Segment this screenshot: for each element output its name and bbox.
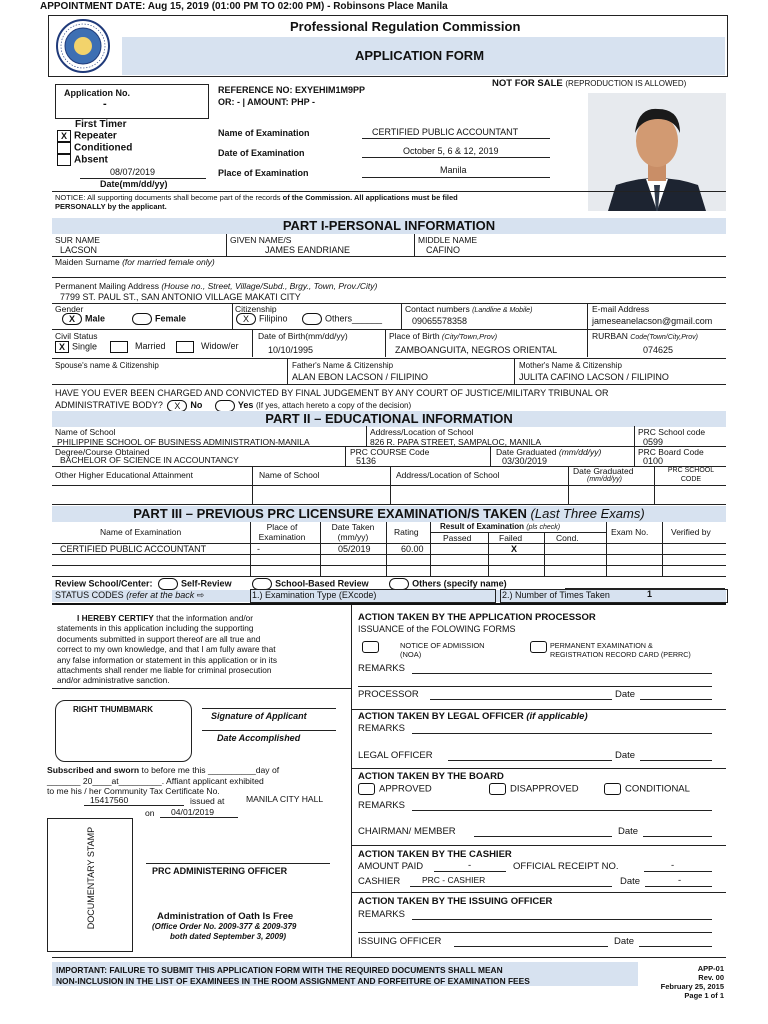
noa-label-1: NOTICE OF ADMISSION <box>400 641 485 650</box>
first-timer-option[interactable] <box>57 119 127 130</box>
issuing-remarks-label: REMARKS <box>358 909 405 920</box>
dob-value: 10/10/1995 <box>268 345 314 355</box>
important-line-2: NON-INCLUSION IN THE LIST OF EXAMINEES IN THE ROOM ASSIGNMENT AND FORFEITURE OF EXAMINATION FEES <box>56 975 530 986</box>
part1-title: PART I-PERSONAL INFORMATION <box>52 218 726 234</box>
appointment-date: APPOINTMENT DATE: Aug 15, 2019 (01:00 PM TO 02:00 PM) - Robinsons Place Manila <box>40 1 448 12</box>
exam-row-place: - <box>257 544 260 554</box>
absent-option[interactable] <box>57 154 108 166</box>
form-code-page: Page 1 of 1 <box>684 991 724 1000</box>
board-title: ACTION TAKEN BY THE BOARD <box>358 771 504 782</box>
exam-name-value: CERTIFIED PUBLIC ACCOUNTANT <box>372 127 519 137</box>
legal-date-label: Date <box>615 750 636 761</box>
amount-paid-value: - <box>468 860 472 871</box>
processor-label: PROCESSOR <box>358 689 419 700</box>
given-name-value: JAMES EANDRIANE <box>265 245 351 255</box>
thumbmark-label: RIGHT THUMBMARK <box>73 705 153 714</box>
sworn-line-3: to me his / her Community Tax Certificate No. <box>47 786 220 796</box>
self-review-label: Self-Review <box>181 578 232 589</box>
date-accomplished-label: Date Accomplished <box>217 733 301 743</box>
pob-note: (City/Town,Prov) <box>441 332 498 341</box>
col-date <box>322 522 384 542</box>
form-code-date: February 25, 2015 <box>660 982 724 991</box>
noa-option[interactable] <box>362 641 383 653</box>
noa-label <box>400 641 485 659</box>
repeater-checkbox[interactable]: X <box>57 130 71 142</box>
contact-value: 09065578358 <box>412 316 468 326</box>
exam-row-failed: X <box>511 544 518 554</box>
rurban-heading <box>592 331 698 341</box>
civil-status-label: Civil Status <box>55 331 98 341</box>
col-place-1: Place of <box>266 522 298 532</box>
single-checkbox[interactable]: X <box>55 341 69 353</box>
applicant-photo <box>588 93 726 211</box>
cashier-value: PRC - CASHIER <box>422 875 486 885</box>
pob-label: Place of Birth <box>389 331 442 341</box>
others-review-label: Others (specify name) <box>412 578 507 589</box>
dob-label: Date of Birth(mm/dd/yy) <box>258 331 348 341</box>
oath-note-1: (Office Order No. 2009-377 & 2009-379 <box>152 922 297 931</box>
civil-married-option[interactable] <box>110 341 166 353</box>
course-code-label: PRC COURSE Code <box>350 447 430 457</box>
processor-date-label: Date <box>615 689 636 700</box>
disapproved-checkbox[interactable] <box>489 783 506 795</box>
other-grad-note: (mm/dd/yy) <box>587 476 622 483</box>
cert-line-2: statements in this application including the supporting <box>57 623 254 634</box>
cert-line-7: and/or administrative sanction. <box>57 675 170 686</box>
col-rating: Rating <box>394 527 419 537</box>
sworn-line-1 <box>47 765 343 776</box>
self-review-radio[interactable] <box>158 578 178 590</box>
civil-widow-option[interactable] <box>176 341 239 353</box>
noa-checkbox[interactable] <box>362 641 379 653</box>
oath-note-2: both dated September 3, 2009) <box>170 932 287 941</box>
issuing-officer-label: ISSUING OFFICER <box>358 936 442 947</box>
address-label: Permanent Mailing Address <box>55 281 162 291</box>
female-label: Female <box>155 313 187 324</box>
others-radio[interactable] <box>302 313 322 325</box>
chairman-date-label: Date <box>618 826 639 837</box>
rurban-note: Code(Town/City,Prov) <box>630 334 698 341</box>
sworn-line-2: _______ 20____at_________. Affiant applicant exhibited <box>47 775 264 786</box>
part2-title: PART II – EDUCATIONAL INFORMATION <box>52 411 726 427</box>
issued-place: MANILA CITY HALL <box>246 794 324 804</box>
documentary-stamp-label: DOCUMENTARY STAMP <box>86 826 96 930</box>
times-box <box>500 589 728 603</box>
charged-question-line1: HAVE YOU EVER BEEN CHARGED AND CONVICTED BY FINAL JUDGEMENT BY ANY COURT OF JUSTICE/MILITARY TRIBUNAL OR <box>55 388 609 398</box>
times-taken-value: 1 <box>647 589 653 599</box>
receipt-label: OFFICIAL RECEIPT NO. <box>513 861 619 872</box>
grad-note: (mm/dd/yy) <box>558 447 602 457</box>
contact-label: Contact numbers <box>405 304 473 314</box>
course-code-value: 5136 <box>356 456 377 466</box>
part3-title-note: (Last Three Exams) <box>530 506 645 521</box>
mother-label: Mother's Name & Citizenship <box>519 361 622 370</box>
exam-history-table <box>52 522 726 577</box>
org-name: Professional Regulation Commission <box>290 19 521 34</box>
board-disapproved-option[interactable] <box>489 783 579 795</box>
cert-line-1 <box>57 613 339 623</box>
sworn-line-1-bold: Subscribed and sworn <box>47 765 140 775</box>
charged-no-label: No <box>190 400 203 410</box>
married-label: Married <box>135 341 166 352</box>
on-label: on <box>145 808 155 818</box>
male-label: Male <box>85 313 106 324</box>
col-cond: Cond. <box>556 533 579 543</box>
cashier-label: CASHIER <box>358 876 401 887</box>
surname-value: LACSON <box>60 245 98 255</box>
pob-value: ZAMBOANGUITA, NEGROS ORIENTAL <box>395 345 558 355</box>
ctc-number: 15417560 <box>90 795 129 805</box>
absent-checkbox[interactable] <box>57 154 71 166</box>
maiden-label: Maiden Surname <box>55 257 123 267</box>
approved-label: APPROVED <box>379 783 432 795</box>
citizenship-others-option[interactable] <box>302 313 382 325</box>
date-filed-label: Date(mm/dd/yy) <box>100 179 168 189</box>
noa-label-2: (NOA) <box>400 650 422 659</box>
cert-line-4: correct to my own knowledge, and that I am fully aware that <box>57 644 276 655</box>
mother-value: JULITA CAFINO LACSON / FILIPINO <box>519 372 669 382</box>
conditioned-option[interactable] <box>57 142 132 154</box>
status-arrow-icon: ⇨ <box>196 590 205 600</box>
rurban-value: 074625 <box>643 345 674 355</box>
grad-label: Date Graduated <box>496 447 559 457</box>
exam-place-label: Place of Examination <box>218 168 309 178</box>
certification <box>57 613 339 686</box>
issuing-date-label: Date <box>614 936 635 947</box>
reference-number: REFERENCE NO: EXYEHIM1M9PP <box>218 85 366 95</box>
perrc-label <box>550 641 691 659</box>
col-exam-no: Exam No. <box>611 527 649 537</box>
father-value: ALAN EBON LACSON / FILIPINO <box>292 372 429 382</box>
maiden-surname <box>55 257 215 267</box>
school-value: PHILIPPINE SCHOOL OF BUSINESS ADMINISTRATION-MANILA <box>57 437 310 447</box>
middle-name-value: CAFINO <box>426 245 461 255</box>
other-education-label: Other Higher Educational Attainment <box>55 470 193 480</box>
col-date-1: Date Taken <box>331 522 375 532</box>
email-value: jameseanelacson@gmail.com <box>592 316 713 326</box>
legal-officer-label: LEGAL OFFICER <box>358 750 433 761</box>
reproduction-note: (REPRODUCTION IS ALLOWED) <box>565 79 687 88</box>
address-heading <box>55 281 377 291</box>
female-radio[interactable] <box>132 313 152 325</box>
address-value: 7799 ST. PAUL ST., SAN ANTONIO VILLAGE MAKATI CITY <box>60 292 301 302</box>
exam-type-box <box>250 589 496 603</box>
status-codes-label: STATUS CODES <box>55 590 127 600</box>
citizenship-filipino-option[interactable] <box>236 313 288 325</box>
part3-title-text: PART III – PREVIOUS PRC LICENSURE EXAMINATION/S TAKEN <box>133 506 531 521</box>
gender-female-option[interactable] <box>132 313 186 325</box>
citizenship-label: Citizenship <box>235 304 277 314</box>
amount-paid-label: AMOUNT PAID <box>358 861 424 872</box>
rurban-label: RURBAN <box>592 331 631 341</box>
legal-title-text: ACTION TAKEN BY LEGAL OFFICER <box>358 711 527 722</box>
exam-date-value: October 5, 6 & 12, 2019 <box>403 146 499 156</box>
civil-single-option[interactable] <box>55 341 97 353</box>
maiden-note: (for married female only) <box>122 257 215 267</box>
application-number-value: - <box>103 98 107 110</box>
sworn-text <box>47 765 343 797</box>
exam-place-value: Manila <box>440 165 467 175</box>
col-date-2: (mm/yy) <box>337 532 369 542</box>
first-timer-label: First Timer <box>75 119 127 130</box>
board-approved-option[interactable] <box>358 783 432 795</box>
repeater-option[interactable] <box>57 130 117 142</box>
col-failed: Failed <box>499 533 523 543</box>
degree-value: BACHELOR OF SCIENCE IN ACCOUNTANCY <box>60 455 239 465</box>
important-line-1: IMPORTANT: FAILURE TO SUBMIT THIS APPLICATION FORM WITH THE REQUIRED DOCUMENTS SHALL MEAN <box>56 965 503 975</box>
cert-line-5: any false information or statement in this application or in its <box>57 654 277 665</box>
thick-divider <box>52 603 726 605</box>
issued-at-label: issued at <box>190 796 225 806</box>
col-verified: Verified by <box>671 527 711 537</box>
middle-name-label: MIDDLE NAME <box>418 235 478 245</box>
filipino-radio[interactable]: X <box>236 313 256 325</box>
father-label: Father's Name & Citizenship <box>292 361 394 370</box>
other-school-label: Name of School <box>259 470 320 480</box>
married-checkbox[interactable] <box>110 341 128 353</box>
cert-line-1-rest: that the information and/or <box>153 613 254 623</box>
notice-text-2: of the Commission. All applications must be filed <box>282 193 458 202</box>
spouse-label: Spouse's name & Citizenship <box>55 361 159 370</box>
signature-label: Signature of Applicant <box>211 711 307 721</box>
conditioned-label: Conditioned <box>74 142 133 154</box>
notice-text-1: NOTICE: All supporting documents shall become part of the records <box>55 193 283 202</box>
other-prc-code-label <box>660 466 722 484</box>
status-codes <box>55 590 204 601</box>
prc-school-code-label: PRC School code <box>638 427 706 437</box>
widow-label: Widow/er <box>201 341 239 352</box>
male-radio[interactable]: X <box>62 313 82 325</box>
not-for-sale <box>492 78 686 89</box>
processor-remarks-label: REMARKS <box>358 663 405 674</box>
cert-line-6: attachments shall render me liable for criminal prosecution <box>57 665 272 676</box>
legal-title <box>358 711 588 722</box>
charged-yes-note: (If yes, attach hereto a copy of the decision) <box>255 401 412 410</box>
receipt-value: - <box>671 860 675 871</box>
important-notice <box>56 965 530 986</box>
approved-checkbox[interactable] <box>358 783 375 795</box>
given-name-label: GIVEN NAME/S <box>230 235 292 245</box>
col-result <box>440 522 560 531</box>
email-label: E-mail Address <box>592 304 650 314</box>
charged-no-radio[interactable]: X <box>167 400 187 412</box>
conditional-checkbox[interactable] <box>604 783 621 795</box>
others-label: Others______ <box>325 313 383 324</box>
other-grad-label: Date Graduated <box>573 466 634 476</box>
col-result-text: Result of Examination <box>440 522 527 531</box>
oath-free: Administration of Oath Is Free <box>157 911 294 922</box>
notice-text-3: PERSONALLY by the applicant. <box>55 202 167 211</box>
absent-label: Absent <box>74 154 108 166</box>
perrc-checkbox[interactable] <box>530 641 547 653</box>
exam-type-code: 1.) Examination Type (EXcode) <box>252 590 377 600</box>
exam-row-date: 05/2019 <box>338 544 371 554</box>
administering-officer: PRC ADMINISTERING OFFICER <box>152 866 288 876</box>
pob-heading <box>389 331 497 341</box>
perrc-label-2: REGISTRATION RECORD CARD (PERRC) <box>550 650 691 659</box>
prc-seal <box>52 18 114 74</box>
other-prc-code-label-1: PRC SCHOOL <box>667 467 715 474</box>
cert-line-1-bold: I HEREBY CERTIFY <box>77 613 154 623</box>
repeater-label: Repeater <box>74 130 117 142</box>
form-code-rev: Rev. 00 <box>698 973 724 982</box>
charged-yes-label: Yes <box>237 400 254 410</box>
gender-label: Gender <box>55 304 84 314</box>
cashier-title: ACTION TAKEN BY THE CASHIER <box>358 849 512 860</box>
address-note: (House no., Street, Village/Subd., Brgy., Town, Prov./City) <box>161 281 378 291</box>
application-number-label: Application No. <box>64 88 130 98</box>
col-passed: Passed <box>443 533 472 543</box>
filipino-label: Filipino <box>259 313 288 324</box>
on-date: 04/01/2019 <box>171 807 215 817</box>
school-address-value: 826 R. PAPA STREET, SAMPALOC, MANILA <box>370 437 542 447</box>
exam-name-label: Name of Examination <box>218 128 310 138</box>
charged-question-line2-text: ADMINISTRATIVE BODY? <box>55 400 163 410</box>
part3-title <box>52 506 726 522</box>
widow-checkbox[interactable] <box>176 341 194 353</box>
issuance-label: ISSUANCE of the FOLOWING FORMS <box>358 624 516 634</box>
surname-label: SUR NAME <box>55 235 100 245</box>
form-code-id: APP-01 <box>697 964 724 973</box>
processor-title: ACTION TAKEN BY THE APPLICATION PROCESSOR <box>358 612 596 623</box>
col-place-2: Examination <box>258 532 306 542</box>
school-review-label: School-Based Review <box>275 578 369 589</box>
prc-school-code-value: 0599 <box>643 437 664 447</box>
exam-row-name: CERTIFIED PUBLIC ACCOUNTANT <box>60 544 207 554</box>
gender-male-option[interactable] <box>62 313 105 325</box>
date-filed-value: 08/07/2019 <box>110 167 156 177</box>
review-label: Review School/Center: <box>55 578 153 589</box>
perrc-option[interactable] <box>530 641 551 653</box>
school-label: Name of School <box>55 427 116 437</box>
conditional-label: CONDITIONAL <box>625 783 690 795</box>
board-code-label: PRC Board Code <box>638 447 704 457</box>
form-code <box>640 964 724 1000</box>
or-amount: OR: - | AMOUNT: PHP - <box>218 97 316 107</box>
legal-title-note: (if applicable) <box>526 711 588 722</box>
school-address-label: Address/Location of School <box>370 427 474 437</box>
exam-row-rating: 60.00 <box>401 544 424 554</box>
conditioned-checkbox[interactable] <box>57 142 71 154</box>
form-title: APPLICATION FORM <box>355 48 485 63</box>
grad-value: 03/30/2019 <box>502 456 548 466</box>
charged-question <box>55 387 725 412</box>
issuing-title: ACTION TAKEN BY THE ISSUING OFFICER <box>358 896 553 907</box>
disapproved-label: DISAPPROVED <box>510 783 579 795</box>
degree-label: Degree/Course Obtained <box>55 447 150 457</box>
times-taken-label: 2.) Number of Times Taken <box>502 590 610 600</box>
other-address-label: Address/Location of School <box>396 470 500 480</box>
legal-remarks-label: REMARKS <box>358 723 405 734</box>
status-codes-note: (refer at the back <box>126 590 195 600</box>
cert-line-3: documents submitted in support thereof are all true and <box>57 633 261 644</box>
sworn-line-1-rest: to before me this __________day of <box>139 765 280 775</box>
col-place <box>252 522 312 542</box>
contact-note: (Landline & Mobile) <box>472 307 533 314</box>
not-for-sale-label: NOT FOR SALE <box>492 78 563 89</box>
col-result-note: (pls check) <box>526 524 561 531</box>
charged-yes-radio[interactable] <box>215 400 235 412</box>
other-prc-code-label-2: CODE <box>680 476 702 483</box>
exam-date-label: Date of Examination <box>218 148 305 158</box>
board-conditional-option[interactable] <box>604 783 690 795</box>
cashier-date-value: - <box>678 875 682 886</box>
col-exam-name: Name of Examination <box>100 527 182 537</box>
chairman-label: CHAIRMAN/ MEMBER <box>358 826 456 837</box>
perrc-label-1: PERMANENT EXAMINATION & <box>550 641 653 650</box>
notice <box>55 193 585 211</box>
cashier-date-label: Date <box>620 876 641 887</box>
board-remarks-label: REMARKS <box>358 800 405 811</box>
contact-heading <box>405 304 532 314</box>
single-label: Single <box>72 341 98 352</box>
board-code-value: 0100 <box>643 456 664 466</box>
